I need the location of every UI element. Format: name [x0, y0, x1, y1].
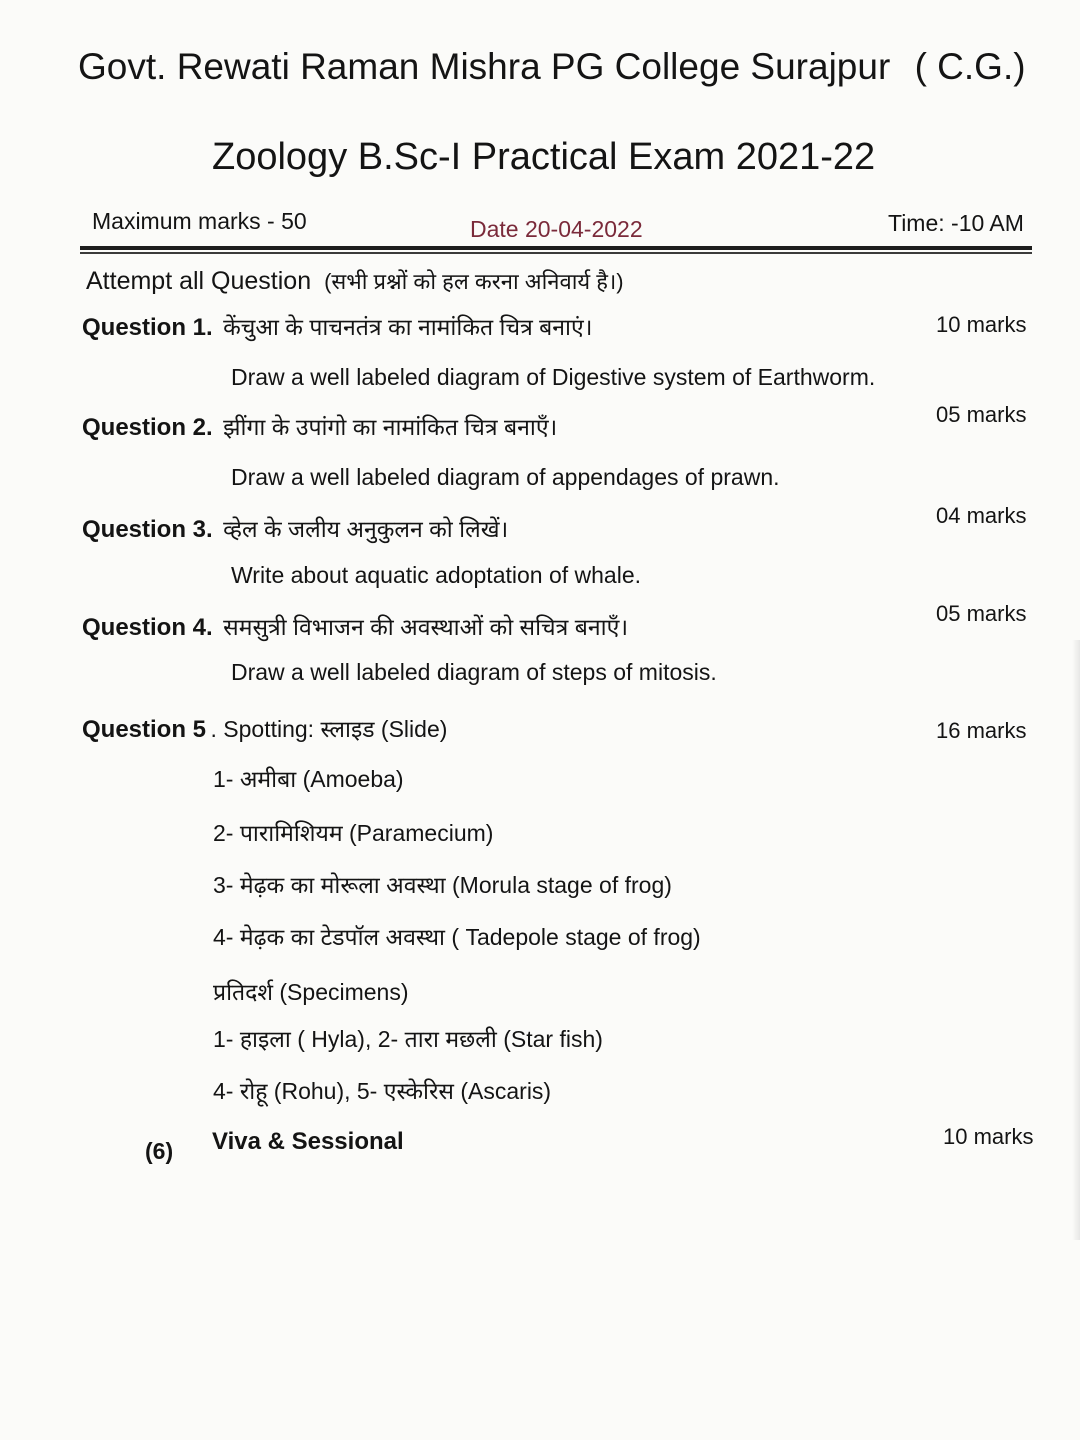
- question-1-marks: 10 marks: [936, 312, 1027, 337]
- slide-item: 4- मेढ़क का टेडपॉल अवस्था ( Tadepole stage of frog): [213, 924, 701, 950]
- slide-item: 1- अमीबा (Amoeba): [213, 766, 404, 792]
- exam-time: Time: -10 AM: [888, 210, 1024, 236]
- question-6-marks: 10 marks: [943, 1124, 1034, 1149]
- instructions-hindi: (सभी प्रश्नों को हल करना अनिवार्य है।): [324, 269, 624, 294]
- question-1-english: Draw a well labeled diagram of Digestive system of Earthworm.: [231, 364, 876, 390]
- question-5-marks: 16 marks: [936, 718, 1027, 743]
- question-5: [82, 712, 447, 744]
- specimen-line: 4- रोहू (Rohu), 5- एस्केरिस (Ascaris): [213, 1078, 552, 1104]
- slide-item: 3- मेढ़क का मोरूला अवस्था (Morula stage of frog): [213, 872, 672, 898]
- question-3-marks: 04 marks: [936, 503, 1027, 528]
- question-2-marks: 05 marks: [936, 402, 1027, 427]
- question-3: [82, 512, 508, 544]
- max-marks: Maximum marks - 50: [92, 208, 307, 234]
- instructions: [86, 266, 624, 296]
- college-name: Rewati Raman Mishra PG College Surajpur: [176, 46, 891, 87]
- question-hindi: केंचुआ के पाचनतंत्र का नामांकित चित्र बनाएं।: [223, 314, 593, 340]
- college-prefix: Govt.: [78, 46, 167, 87]
- question-1: [82, 310, 592, 342]
- question-label: Question 3.: [82, 516, 213, 543]
- exam-title: Zoology B.Sc-I Practical Exam 2021-22: [212, 136, 876, 178]
- spotting-heading: . Spotting: स्लाइड (Slide): [210, 716, 448, 742]
- question-4: [82, 610, 628, 642]
- header-divider: [80, 246, 1032, 250]
- instructions-english: Attempt all Question: [86, 267, 312, 295]
- question-hindi: व्हेल के जलीय अनुकुलन को लिखें।: [223, 516, 509, 542]
- exam-date: Date 20-04-2022: [470, 216, 643, 242]
- question-2-english: Draw a well labeled diagram of appendages of prawn.: [231, 464, 780, 490]
- college-title: [78, 46, 1026, 88]
- question-hindi: समसुत्री विभाजन की अवस्थाओं को सचित्र बनाएँ।: [223, 614, 629, 640]
- question-label: Question 2.: [82, 414, 213, 441]
- college-state: ( C.G.): [914, 46, 1026, 87]
- question-label: Question 5: [82, 716, 207, 743]
- specimen-line: 1- हाइला ( Hyla), 2- तारा मछली (Star fish): [213, 1026, 603, 1052]
- specimens-heading: प्रतिदर्श (Specimens): [213, 979, 409, 1005]
- question-4-marks: 05 marks: [936, 601, 1027, 626]
- question-label: Question 1.: [82, 314, 213, 341]
- question-hindi: झींगा के उपांगो का नामांकित चित्र बनाएँ।: [223, 414, 558, 440]
- question-3-english: Write about aquatic adoptation of whale.: [231, 562, 642, 588]
- question-4-english: Draw a well labeled diagram of steps of mitosis.: [231, 659, 717, 685]
- question-6-number: (6): [145, 1138, 174, 1164]
- slide-item: 2- पारामिशियम (Paramecium): [213, 820, 494, 846]
- question-2: [82, 410, 557, 442]
- question-6-label: Viva & Sessional: [212, 1128, 404, 1155]
- header-divider-thin: [80, 252, 1032, 254]
- question-label: Question 4.: [82, 614, 213, 641]
- paper-edge-shadow: [1072, 640, 1080, 1240]
